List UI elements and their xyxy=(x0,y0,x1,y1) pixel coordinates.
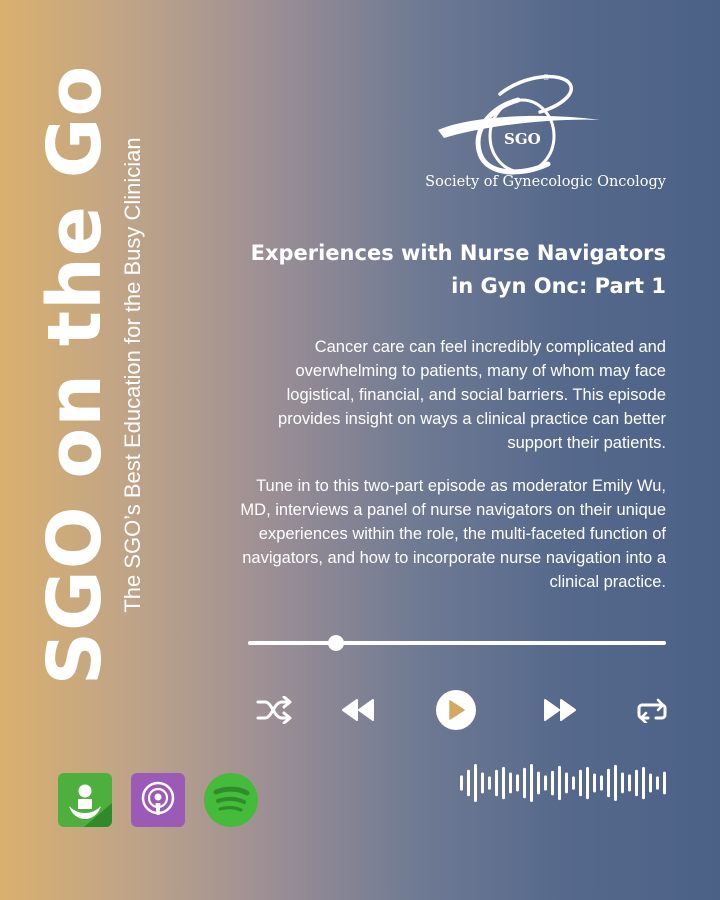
waveform-bar xyxy=(649,774,652,793)
play-button-circle xyxy=(436,690,476,730)
waveform-bar xyxy=(642,767,645,799)
episode-title-line-1: Experiences with Nurse Navigators xyxy=(250,241,666,265)
waveform-bar xyxy=(621,773,624,794)
rewind-button[interactable] xyxy=(336,688,380,732)
play-icon xyxy=(447,700,465,720)
waveform-bar xyxy=(502,767,505,799)
progress-bar[interactable] xyxy=(248,641,666,645)
waveform-bar xyxy=(523,768,526,798)
episode-title xyxy=(206,237,666,303)
repeat-button[interactable] xyxy=(632,688,672,732)
waveform-bar xyxy=(495,770,498,797)
repeat-icon xyxy=(636,697,668,723)
podcast-title-block xyxy=(32,64,166,686)
apple-podcasts-link[interactable] xyxy=(131,773,185,827)
waveform-bar xyxy=(656,776,659,789)
episode-description-1: Cancer care can feel incredibly complicated and overwhelming to patients, many of whom may face logistical, financial, and social barriers. This episode provides insight on ways a clinical practice can better support their patients. xyxy=(278,338,666,452)
waveform-bar xyxy=(516,774,519,791)
logo-mark-text: SGO xyxy=(504,130,541,148)
waveform-bar xyxy=(593,774,596,793)
waveform-bar xyxy=(467,770,470,797)
waveform-bar xyxy=(628,774,631,791)
waveform-bar xyxy=(586,767,589,799)
waveform-bar xyxy=(537,772,540,795)
platform-links xyxy=(58,773,268,829)
waveform-bar xyxy=(488,776,491,789)
spotify-link[interactable] xyxy=(204,773,258,827)
waveform-bar xyxy=(509,773,512,794)
fast-forward-icon xyxy=(543,698,577,722)
podcast-tagline: The SGO’s Best Education for the Busy Clinician xyxy=(120,137,145,613)
waveform-bar xyxy=(544,775,547,790)
progress-knob[interactable] xyxy=(328,635,344,651)
waveform-bar xyxy=(460,775,463,790)
episode-description-2: Tune in to this two-part episode as moderator Emily Wu, MD, interviews a panel of nurse navigators on their unique experiences within the role, the multi-faceted function of navigators, and how to incorporate nurse navigation into a clinical practice. xyxy=(240,477,666,591)
waveform-bar xyxy=(572,776,575,789)
audio-waveform xyxy=(458,763,668,803)
waveform-bar xyxy=(481,773,484,794)
waveform-bar xyxy=(474,764,477,802)
player-controls xyxy=(248,688,668,732)
waveform-bar xyxy=(600,775,603,790)
waveform-bar xyxy=(663,772,666,795)
podcast-title: SGO on the Go xyxy=(32,64,118,686)
waveform-bar xyxy=(635,770,638,797)
shuffle-icon xyxy=(256,696,292,724)
shuffle-button[interactable] xyxy=(252,688,296,732)
google-podcasts-link[interactable] xyxy=(58,773,112,827)
fast-forward-button[interactable] xyxy=(538,688,582,732)
waveform-bar xyxy=(551,771,554,796)
organization-name: Society of Gynecologic Oncology xyxy=(425,174,666,190)
rewind-icon xyxy=(341,698,375,722)
waveform-bar xyxy=(607,769,610,798)
waveform-bar xyxy=(558,766,561,800)
waveform-bar xyxy=(530,764,533,802)
spotify-icon xyxy=(204,773,258,827)
waveform-bar xyxy=(565,773,568,794)
apple-podcasts-icon xyxy=(131,773,185,827)
waveform-bar xyxy=(614,765,617,801)
episode-title-line-2: in Gyn Onc: Part 1 xyxy=(451,274,666,298)
waveform-bar xyxy=(579,770,582,797)
registered-mark: ® xyxy=(542,73,550,82)
podcast-title-rotated xyxy=(32,64,166,686)
google-podcasts-icon xyxy=(58,773,112,827)
play-button[interactable] xyxy=(434,688,478,732)
